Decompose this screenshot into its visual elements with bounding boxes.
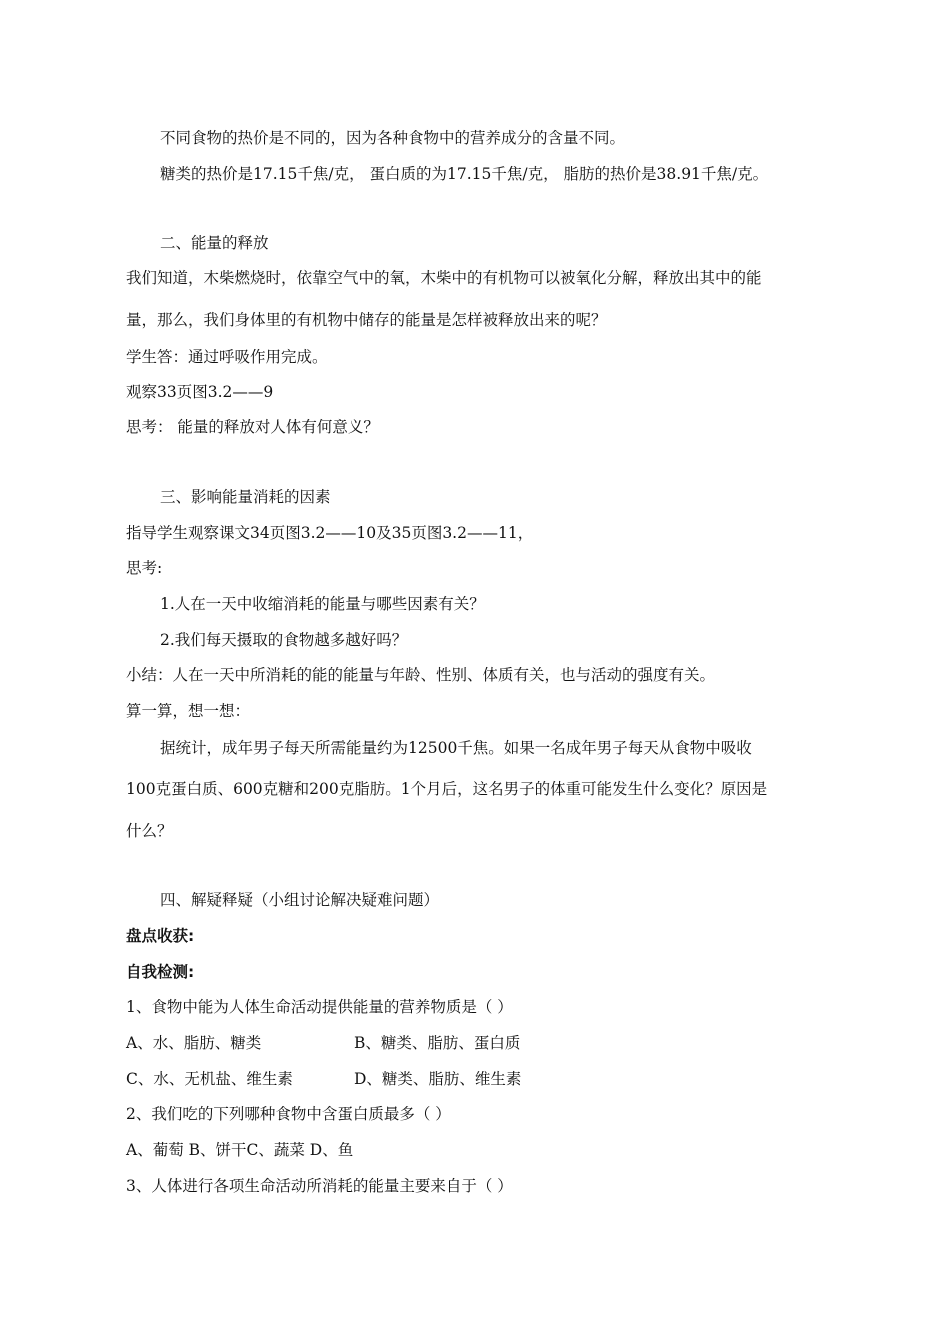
summary: 小结：人在一天中所消耗的能的能量与年龄、性别、体质有关，也与活动的强度有关。 [126, 666, 716, 684]
quiz-q1-option-b: B、糖类、脂肪、蛋白质 [354, 1034, 521, 1052]
section-heading-energy-factors: 三、影响能量消耗的因素 [160, 488, 331, 506]
question-1: 1.人在一天中收缩消耗的能量与哪些因素有关？ [160, 595, 485, 613]
selftest-heading: 自我检测: [126, 963, 195, 981]
quiz-q1-option-a: A、水、脂肪、糖类 [126, 1034, 262, 1052]
paragraph-heat-value-intro: 不同食物的热价是不同的，因为各种食物中的营养成分的含量不同。 [160, 129, 626, 147]
quiz-q1-option-c: C、水、无机盐、维生素 [126, 1070, 293, 1088]
think-question: 思考： 能量的释放对人体有何意义？ [126, 418, 379, 436]
paragraph-wood-burning-line2: 量，那么，我们身体里的有机物中储存的能量是怎样被释放出来的呢？ [126, 311, 607, 329]
observe-figure: 观察33页图3.2——9 [126, 383, 274, 401]
quiz-q2-options: A、葡萄 B、饼干C、蔬菜 D、鱼 [126, 1141, 354, 1159]
paragraph-wood-burning-line1: 我们知道，木柴燃烧时，依靠空气中的氧，木柴中的有机物可以被氧化分解，释放出其中的能 [126, 269, 762, 287]
calc-paragraph-line3: 什么？ [126, 822, 173, 840]
calc-paragraph-line2: 100克蛋白质、600克糖和200克脂肪。1个月后，这名男子的体重可能发生什么变化？原因是 [126, 780, 768, 798]
calc-paragraph-line1: 据统计，成年男子每天所需能量约为12500千焦。如果一名成年男子每天从食物中吸收 [160, 739, 752, 757]
paragraph-heat-values: 糖类的热价是17.15千焦/克， 蛋白质的为17.15千焦/克， 脂肪的热价是38.91千焦/克。 [160, 165, 769, 183]
think-label: 思考: [126, 559, 163, 577]
harvest-heading: 盘点收获: [126, 927, 195, 945]
quiz-question-1: 1、食物中能为人体生命活动提供能量的营养物质是（ ） [126, 998, 513, 1016]
quiz-question-2: 2、我们吃的下列哪种食物中含蛋白质最多（ ） [126, 1105, 451, 1123]
section-heading-resolve-doubts: 四、解疑释疑（小组讨论解决疑难问题） [160, 891, 440, 909]
question-2: 2.我们每天摄取的食物越多越好吗？ [160, 631, 408, 649]
student-answer: 学生答：通过呼吸作用完成。 [126, 348, 328, 366]
quiz-q1-option-d: D、糖类、脂肪、维生素 [354, 1070, 522, 1088]
quiz-question-3: 3、人体进行各项生命活动所消耗的能量主要来自于（ ） [126, 1177, 513, 1195]
guide-observe: 指导学生观察课文34页图3.2——10及35页图3.2——11， [126, 524, 534, 542]
calc-heading: 算一算，想一想： [126, 702, 251, 720]
section-heading-energy-release: 二、能量的释放 [160, 234, 269, 252]
